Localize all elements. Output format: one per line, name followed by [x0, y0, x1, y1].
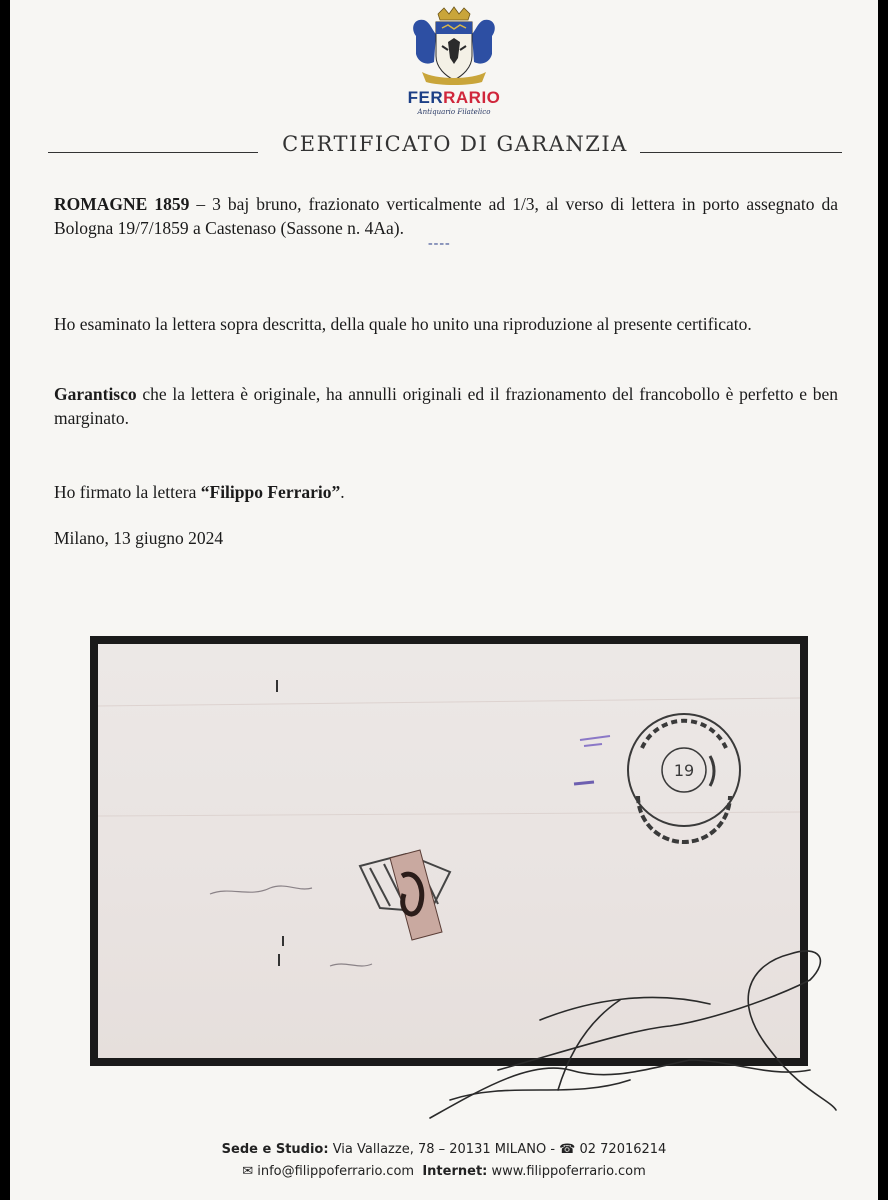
certificate-sheet: [10, 0, 878, 1200]
footer-address: [10, 1142, 878, 1157]
guarantee-text: che la lettera è originale, ha annulli originali ed il frazionamento del francobollo è perfetto e ben marginato.: [54, 384, 838, 428]
footer-website[interactable]: www.filippoferrario.com: [487, 1164, 646, 1179]
handwriting-mark: [330, 964, 372, 966]
footer-internet-label: Internet:: [422, 1164, 488, 1179]
signed-statement: [54, 480, 838, 504]
logo-tagline: Antiquario Filatelico: [417, 108, 491, 116]
certificate-title: CERTIFICATO DI GARANZIA: [282, 132, 628, 156]
examined-statement: Ho esaminato la lettera sopra descritta, della quale ho unito una riproduzione al presente certificato.: [54, 314, 752, 334]
footer-email[interactable]: info@filippoferrario.com: [253, 1164, 415, 1179]
letter-photo: [90, 636, 808, 1066]
ferrario-logo: [402, 6, 506, 126]
signed-prefix: Ho firmato la lettera: [54, 482, 201, 502]
signed-name: “Filippo Ferrario”: [200, 482, 341, 502]
title-rule-left: [48, 152, 258, 153]
signed-suffix: .: [340, 482, 345, 502]
separator: ----: [428, 236, 451, 251]
letter-markings: [90, 636, 808, 1066]
certificate-title-row: [40, 132, 848, 162]
handwriting-mark: [210, 886, 312, 894]
postmark-stamp: [628, 714, 740, 842]
ink-mark: [278, 954, 280, 966]
title-rule-right: [640, 152, 842, 153]
coat-of-arms-icon: [402, 6, 506, 88]
footer-contacts: [10, 1164, 878, 1179]
ink-mark: [282, 936, 284, 946]
logo-wordmark: FERRARIO: [407, 88, 501, 107]
item-description: [54, 192, 838, 240]
item-description-text: – 3 baj bruno, frazionato verticalmente ad 1/3, al verso di lettera in porto assegnato da Bologna 19/7/1859 a Castenaso (Sassone n. 4Aa).: [54, 194, 838, 238]
footer-address-text: Via Vallazze, 78 – 20131 MILANO - ☎ 02 72016214: [328, 1142, 667, 1157]
footer-address-label: Sede e Studio:: [221, 1142, 329, 1157]
ink-mark: [276, 680, 278, 692]
guarantee-lead: Garantisco: [54, 384, 137, 404]
place-date: Milano, 13 giugno 2024: [54, 528, 224, 548]
svg-text:19: 19: [673, 761, 695, 780]
envelope-icon: ✉: [242, 1164, 254, 1179]
guarantee-statement: [54, 382, 838, 430]
purple-mark: [574, 782, 594, 784]
purple-mark: [580, 736, 610, 746]
item-description-lead: ROMAGNE 1859: [54, 194, 190, 214]
